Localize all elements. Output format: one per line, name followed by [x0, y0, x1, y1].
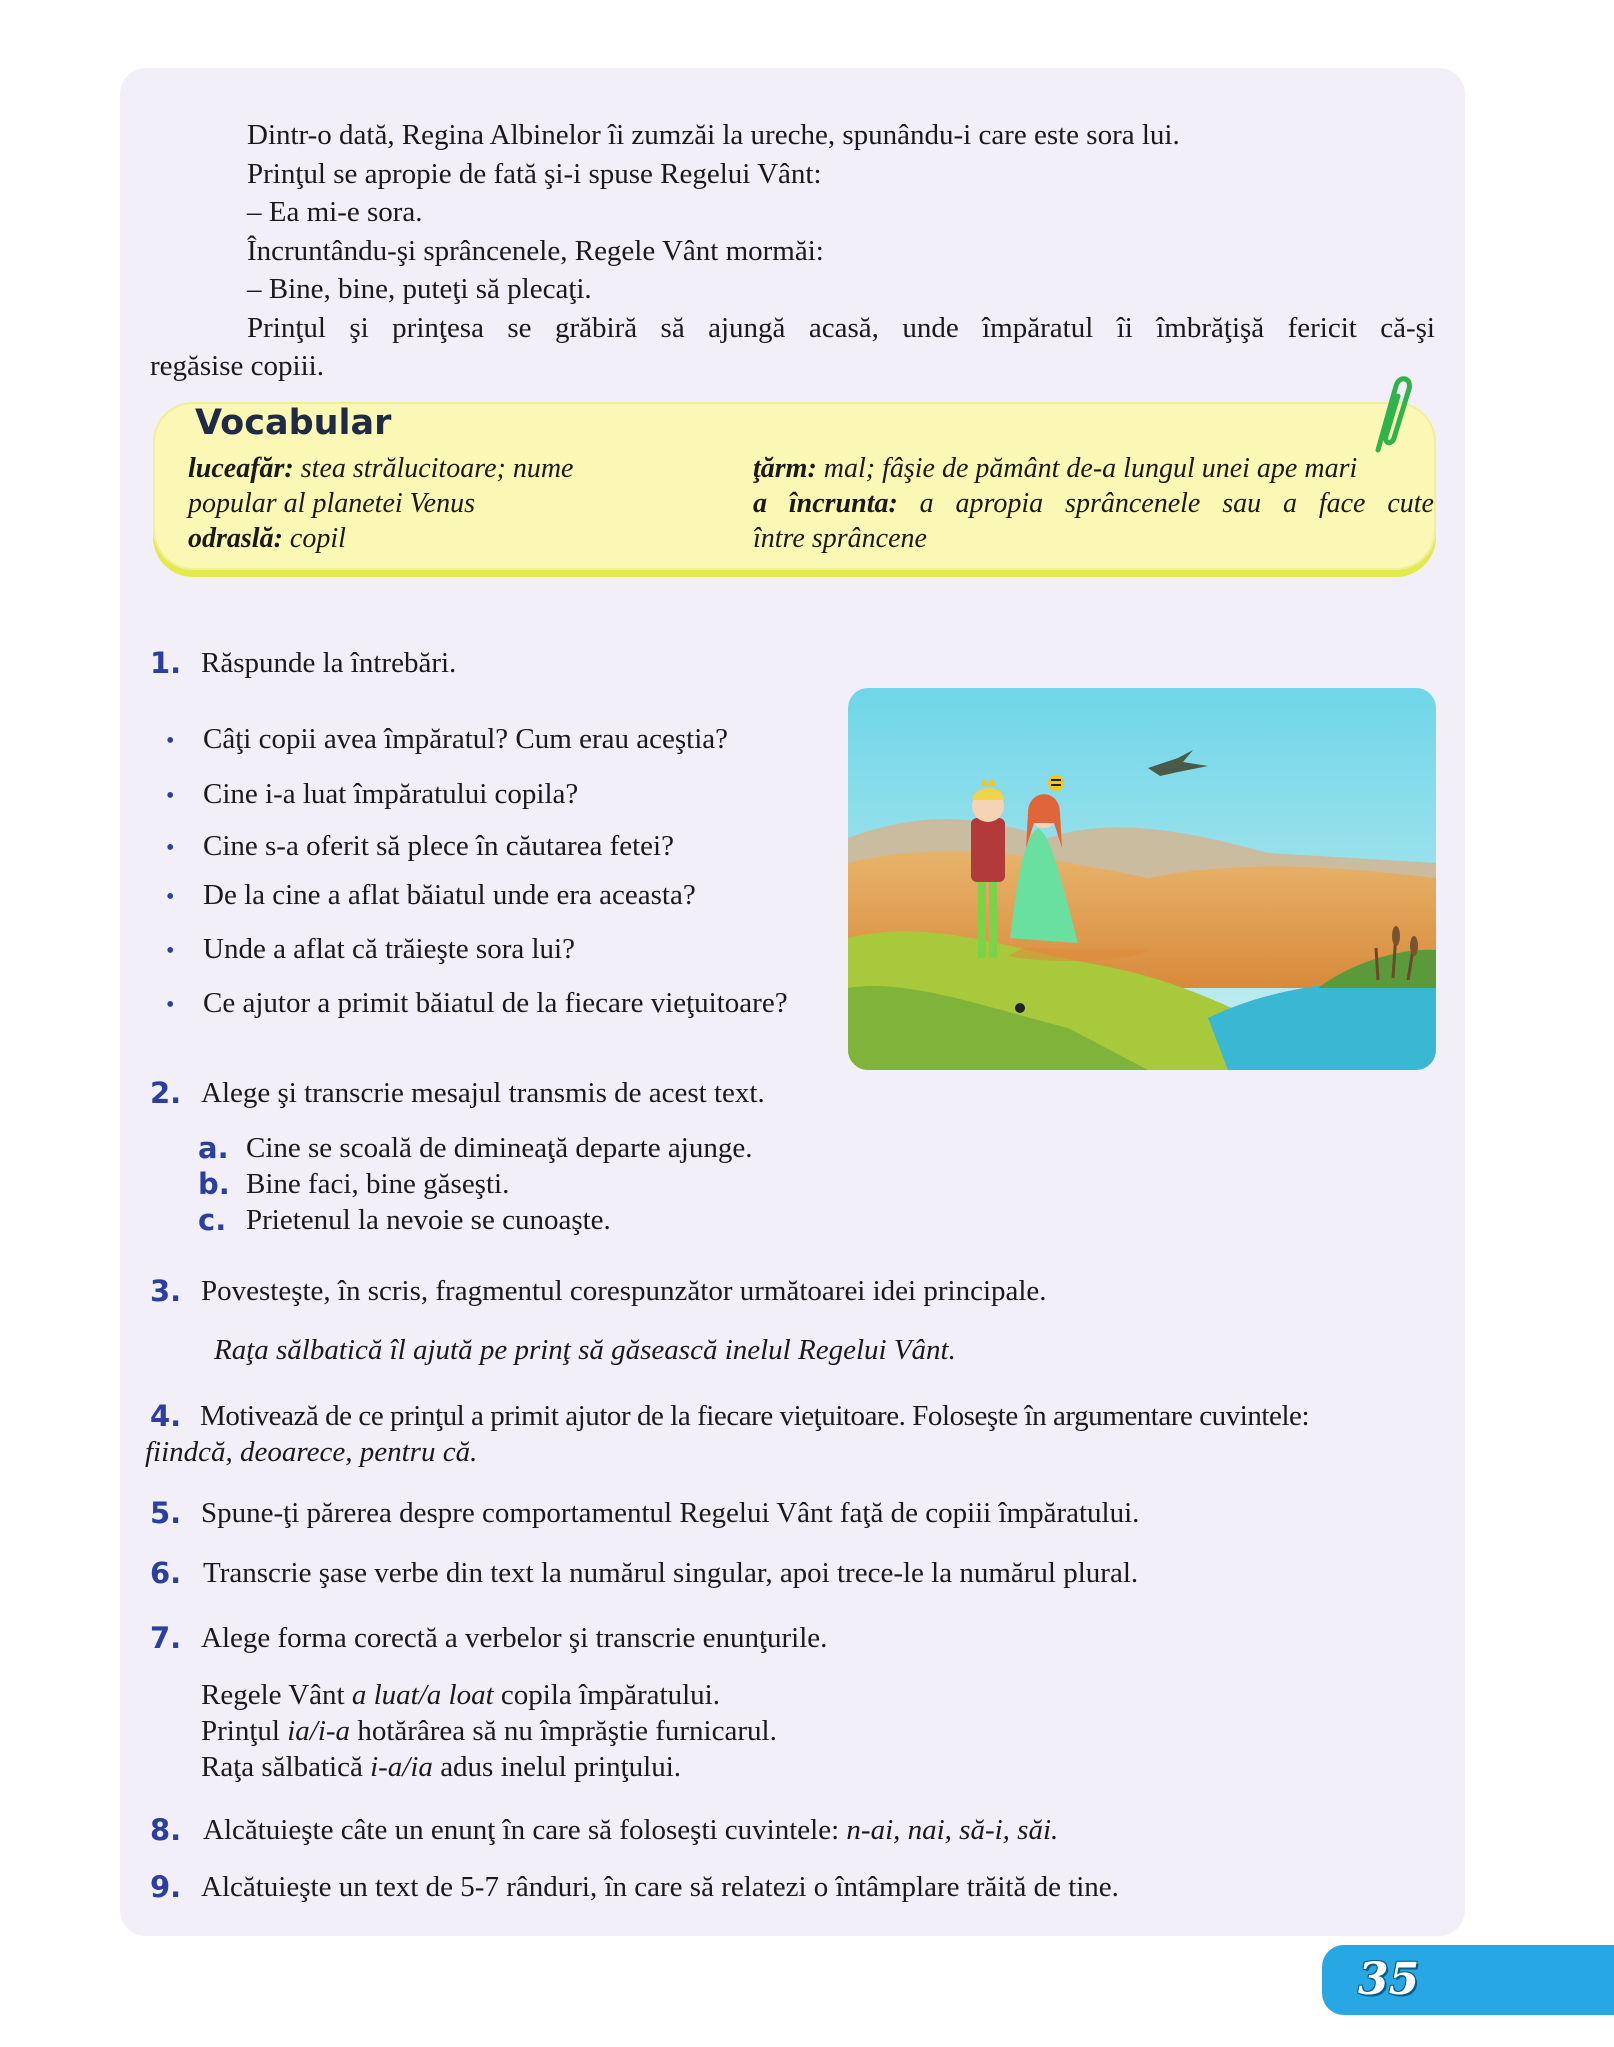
vocab-entry-luceafar-cont: popular al planetei Venus — [188, 488, 475, 519]
exercise-number: 7. — [150, 1621, 182, 1655]
exercise-number: 6. — [150, 1556, 182, 1590]
sentence-1: Regele Vânt a luat/a loat copila împăratului. — [201, 1679, 720, 1711]
main-idea: Raţa sălbatică îl ajută pe prinţ să găsească inelul Regelui Vânt. — [214, 1334, 956, 1366]
question-item: Cine s-a oferit să plece în căutarea fetei? — [203, 830, 674, 862]
option-letter: c. — [198, 1203, 227, 1237]
exercise-4-words: fiindcă, deoarece, pentru că. — [145, 1436, 478, 1468]
exercise-number: 1. — [150, 646, 182, 680]
vocabulary-title: Vocabular — [195, 403, 392, 443]
page-number: 35 — [1358, 1954, 1420, 2005]
option-text: Prietenul la nevoie se cunoaşte. — [246, 1204, 611, 1236]
sentence-3: Raţa sălbatică i-a/ia adus inelul prinţului. — [201, 1751, 682, 1783]
question-item: Câţi copii avea împăratul? Cum erau aceştia? — [203, 723, 728, 755]
exercise-2-text: Alege şi transcrie mesajul transmis de acest text. — [201, 1077, 765, 1109]
story-line: – Bine, bine, puteţi să plecaţi. — [247, 273, 592, 305]
exercise-1-text: Răspunde la întrebări. — [201, 647, 457, 679]
story-text — [150, 116, 1435, 386]
story-line: Încruntându-şi sprâncenele, Regele Vânt mormăi: — [247, 234, 824, 267]
exercise-number: 3. — [150, 1274, 182, 1308]
exercise-9-text: Alcătuieşte un text de 5-7 rânduri, în care să relatezi o întâmplare trăită de tine. — [201, 1871, 1119, 1903]
story-line: Prinţul se apropie de fată şi-i spuse Regelui Vânt: — [247, 157, 822, 190]
vocab-entry-odrasla: odraslă: copil — [188, 523, 346, 554]
option-text: Bine faci, bine găseşti. — [246, 1168, 510, 1200]
question-item: Ce ajutor a primit băiatul de la fiecare vieţuitoare? — [203, 987, 788, 1019]
exercise-8-text: Alcătuieşte câte un enunţ în care să foloseşti cuvintele: n-ai, nai, să-i, săi. — [203, 1814, 1059, 1846]
bullet-icon: • — [166, 938, 175, 964]
exercise-3-text: Povesteşte, în scris, fragmentul corespunzător următoarei idei principale. — [201, 1275, 1047, 1307]
exercise-4-text: Motivează de ce prinţul a primit ajutor de la fiecare vieţuitoare. Foloseşte în argumentare cuvintele: — [200, 1400, 1310, 1432]
story-line: regăsise copiii. — [150, 350, 324, 382]
bullet-icon: • — [166, 835, 175, 861]
bullet-icon: • — [166, 783, 175, 809]
bullet-icon: • — [166, 884, 175, 910]
option-text: Cine se scoală de dimineaţă departe ajunge. — [246, 1132, 753, 1164]
bullet-icon: • — [166, 992, 175, 1018]
exercise-number: 5. — [150, 1496, 182, 1530]
story-line: Dintr-o dată, Regina Albinelor îi zumzăi la ureche, spunându-i care este sora lui. — [247, 119, 1180, 151]
exercise-7-text: Alege forma corectă a verbelor şi transcrie enunţurile. — [201, 1622, 828, 1654]
option-letter: b. — [198, 1167, 230, 1201]
vocab-entry-luceafar: luceafăr: stea strălucitoare; nume — [188, 453, 574, 484]
vocab-entry-tarm: ţărm: mal; fâşie de pământ de-a lungul unei ape mari — [753, 453, 1358, 484]
vocab-entry-a-incrunta: a încrunta: a apropia sprâncenele sau a face cute — [753, 488, 1434, 519]
exercise-number: 9. — [150, 1870, 182, 1904]
story-illustration — [848, 688, 1436, 1070]
option-letter: a. — [198, 1131, 229, 1165]
sentence-2: Prinţul ia/i-a hotărârea să nu împrăştie furnicarul. — [201, 1715, 777, 1747]
vocab-entry-a-incrunta-cont: între sprâncene — [753, 523, 927, 554]
paperclip-icon — [1360, 372, 1414, 454]
question-item: Cine i-a luat împăratului copila? — [203, 778, 579, 810]
exercise-6-text: Transcrie şase verbe din text la numărul singular, apoi trece-le la numărul plural. — [203, 1557, 1139, 1589]
exercise-number: 4. — [150, 1399, 182, 1433]
question-item: Unde a aflat că trăieşte sora lui? — [203, 933, 575, 965]
exercise-5-text: Spune-ţi părerea despre comportamentul Regelui Vânt faţă de copiii împăratului. — [201, 1497, 1140, 1529]
question-item: De la cine a aflat băiatul unde era aceasta? — [203, 879, 696, 911]
exercise-number: 2. — [150, 1076, 182, 1110]
exercise-number: 8. — [150, 1813, 182, 1847]
bullet-icon: • — [166, 728, 175, 754]
story-line: – Ea mi-e sora. — [247, 196, 423, 228]
story-line: Prinţul şi prinţesa se grăbiră să ajungă acasă, unde împăratul îi îmbrăţişă fericit că-şi — [247, 311, 1435, 344]
